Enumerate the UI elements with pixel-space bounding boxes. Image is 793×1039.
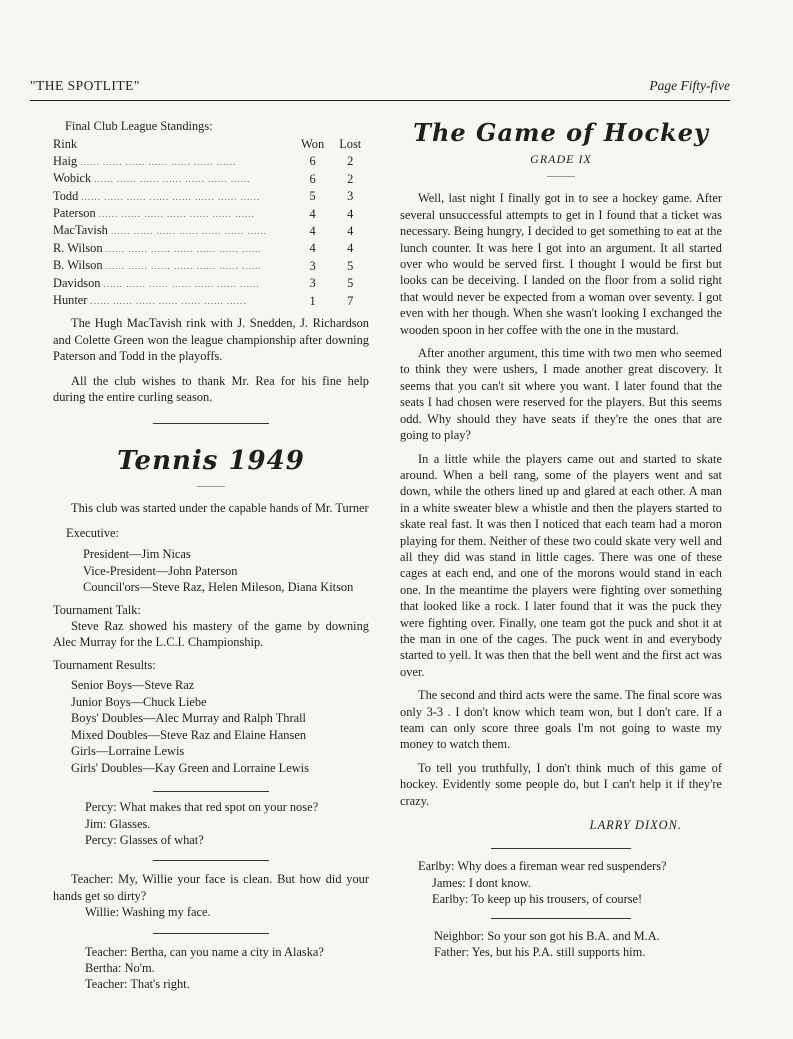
- publication-title: "THE SPOTLITE": [30, 78, 140, 93]
- joke-line: Teacher: That's right.: [85, 977, 190, 992]
- councillors-line: Council'ors—Steve Raz, Helen Mileson, Diana Kitson: [83, 580, 354, 595]
- won-cell: 6: [309, 171, 316, 186]
- lost-cell: 2: [347, 154, 354, 169]
- list-item: Junior Boys—Chuck Liebe: [71, 694, 207, 709]
- page-header: [30, 78, 730, 101]
- table-row: Paterson ...... ...... ...... ...... ...... ...... ...... 4 4: [53, 205, 369, 222]
- lost-cell: 4: [347, 223, 354, 238]
- joke-line: Teacher: My, Willie your face is clean. But how did your hands get so dirty?: [53, 872, 369, 903]
- hockey-paragraph: In a little while the players came out and started to skate around. When a bell rang, some of the players went and sat down, while the others lined up and glared at each other. A man in a white sweater blew a whistle and then the players started to skate real fast. It was then I noticed that each team had a moron playing for them. Neither of these two could skate very well and all they did was stand in little cages. There was one of these cages at each end, and one of the morons would stand in each one. In the meantime the players were fighting over something that looked like a rock. I later found that it was the puck they were fighting over. Finally, one team got the puck and shot it at the man in one of the cages. The puck went in and everybody started to yell. It was then that the bell went and the first act was over.: [400, 451, 722, 679]
- rink-name: Davidson: [53, 275, 101, 290]
- joke-line: Jim: Glasses.: [85, 816, 151, 831]
- rink-name: Paterson: [53, 206, 96, 221]
- standings-table: [53, 136, 369, 309]
- joke-neighbor: [400, 928, 722, 961]
- divider: [153, 791, 269, 792]
- col-header-rink: Rink: [53, 137, 78, 152]
- joke-line: Willie: Washing my face.: [85, 905, 211, 920]
- tournament-results-label: Tournament Results:: [53, 657, 156, 672]
- tournament-talk-text: Steve Raz showed his mastery of the game by downing Alec Murray for the L.C.I. Championship.: [53, 618, 369, 650]
- list-item: Mixed Doubles—Steve Raz and Elaine Hansen: [71, 727, 307, 742]
- hockey-paragraph: To tell you truthfully, I don't think much of this game of hockey. Evidently some people do, but I can't help it if they're crazy.: [400, 760, 722, 808]
- tournament-results-list: [53, 677, 369, 776]
- rink-name: MacTavish: [53, 223, 108, 238]
- curling-paragraph-champions: The Hugh MacTavish rink with J. Snedden, J. Richardson and Colette Green won the league championship after downing Paterson and Todd in the playoffs.: [53, 316, 369, 364]
- lost-cell: 5: [347, 276, 354, 291]
- joke-fireman: [400, 858, 722, 907]
- col-header-won: Won: [301, 137, 325, 152]
- joke-line: Percy: What makes that red spot on your nose?: [85, 800, 319, 815]
- grade-label: GRADE IX: [530, 152, 592, 166]
- list-item: Girls' Doubles—Kay Green and Lorraine Lewis: [71, 760, 309, 775]
- standings-header-row: [53, 136, 369, 152]
- tennis-intro: This club was started under the capable hands of Mr. Turner: [71, 500, 369, 515]
- joke-percy: [53, 799, 369, 848]
- tournament-talk-label: Tournament Talk:: [53, 602, 141, 617]
- joke-line: Bertha: No'm.: [85, 961, 155, 975]
- author-signature: LARRY DIXON.: [589, 818, 682, 833]
- table-row: Davidson ...... ...... ...... ...... ...... ...... ...... 3 5: [53, 275, 369, 292]
- hockey-paragraph: After another argument, this time with two men who seemed to think they were ushers, I made another great discovery. It seems that you can't sit where you want. I later found that the seats I had chosen were reserved for the players. But this seems odd. Why should they have seats if they're the ones that are going to play?: [400, 346, 722, 443]
- lost-cell: 5: [347, 258, 354, 273]
- hockey-title: The Game of Hockey: [413, 118, 709, 147]
- list-item: Boys' Doubles—Alec Murray and Ralph Thrall: [71, 711, 306, 726]
- vice-president-line: Vice-President—John Paterson: [83, 563, 238, 578]
- joke-line: Earlby: Why does a fireman wear red suspenders?: [418, 859, 667, 874]
- table-row: R. Wilson ...... ...... ...... ...... ...... ...... ...... 4 4: [53, 240, 369, 257]
- won-cell: 4: [309, 223, 316, 238]
- table-row: Hunter ...... ...... ...... ...... ...... ...... ...... 1 7: [53, 292, 369, 309]
- hockey-paragraph: Well, last night I finally got in to see a hockey game. After several unsuccessful attempts to get in I found that a ticket was necessary. Being hungry, I decided to get something to eat at the lunch counter. It was here I got into an argument. It all started over who would be served first. I thought I would be first but looks can be deceiving. I landed on the floor from a solid right that would never be expected from a woman over seventy. I got even with her though. When she wasn't looking I exchanged the wooden spoon in her coffee with the one in the mustard.: [400, 191, 722, 337]
- joke-line: Father: Yes, but his P.A. still supports him.: [434, 945, 646, 960]
- table-row: B. Wilson ...... ...... ...... ...... ...... ...... ...... 3 5: [53, 257, 369, 274]
- rink-name: Todd: [53, 188, 79, 203]
- list-item: Girls—Lorraine Lewis: [71, 744, 185, 759]
- right-column: [400, 118, 722, 960]
- list-item: Senior Boys—Steve Raz: [71, 678, 195, 693]
- divider: [153, 860, 269, 861]
- joke-line: Neighbor: So your son got his B.A. and M.A.: [434, 928, 660, 943]
- joke-willie: [53, 871, 369, 920]
- president-line: President—Jim Nicas: [83, 547, 191, 562]
- won-cell: 6: [309, 154, 316, 169]
- rink-name: B. Wilson: [53, 258, 103, 273]
- lost-cell: 2: [347, 171, 354, 186]
- lost-cell: 4: [347, 206, 354, 221]
- won-cell: 3: [309, 258, 316, 273]
- divider: [491, 848, 631, 849]
- won-cell: 1: [309, 293, 316, 308]
- rink-name: R. Wilson: [53, 240, 103, 255]
- lost-cell: 4: [347, 241, 354, 256]
- page-number: Page Fifty-five: [649, 78, 730, 93]
- joke-line: Earlby: To keep up his trousers, of course!: [432, 892, 643, 907]
- rink-name: Wobick: [53, 171, 92, 186]
- lost-cell: 3: [347, 189, 354, 204]
- joke-line: James: I dont know.: [432, 875, 531, 890]
- executive-label: Executive:: [66, 525, 119, 540]
- won-cell: 4: [309, 241, 316, 256]
- title-underline: [547, 176, 575, 177]
- joke-line: Percy: Glasses of what?: [85, 832, 204, 847]
- standings-heading: Final Club League Standings:: [65, 119, 213, 133]
- won-cell: 3: [309, 276, 316, 291]
- rink-name: Hunter: [53, 293, 88, 308]
- divider: [491, 918, 631, 919]
- col-header-lost: Lost: [339, 137, 362, 152]
- divider: [153, 933, 269, 934]
- table-row: MacTavish ...... ...... ...... ...... ...... ...... ...... 4 4: [53, 222, 369, 239]
- joke-line: Teacher: Bertha, can you name a city in Alaska?: [85, 944, 324, 959]
- hockey-paragraph: The second and third acts were the same. The final score was only 3-3 . I don't know which team won, but I don't care. If a team can only score three goals I'm not going to waste my money to watch them.: [400, 688, 722, 752]
- title-underline: [197, 486, 225, 487]
- won-cell: 4: [309, 206, 316, 221]
- tennis-title: Tennis 1949: [117, 445, 305, 476]
- table-row: Wobick ...... ...... ...... ...... ...... ...... ...... 6 2: [53, 170, 369, 187]
- divider: [153, 423, 269, 424]
- table-row: Haig ...... ...... ...... ...... ...... ...... ...... 6 2: [53, 153, 369, 170]
- curling-paragraph-thanks: All the club wishes to thank Mr. Rea for his fine help during the entire curling season.: [53, 373, 369, 405]
- rink-name: Haig: [53, 153, 78, 168]
- won-cell: 5: [309, 189, 316, 204]
- executive-list: [53, 546, 369, 595]
- lost-cell: 7: [347, 293, 354, 308]
- table-row: Todd ...... ...... ...... ...... ...... ...... ...... ...... 5 3: [53, 188, 369, 205]
- joke-bertha: [53, 944, 369, 993]
- left-column: [53, 118, 369, 993]
